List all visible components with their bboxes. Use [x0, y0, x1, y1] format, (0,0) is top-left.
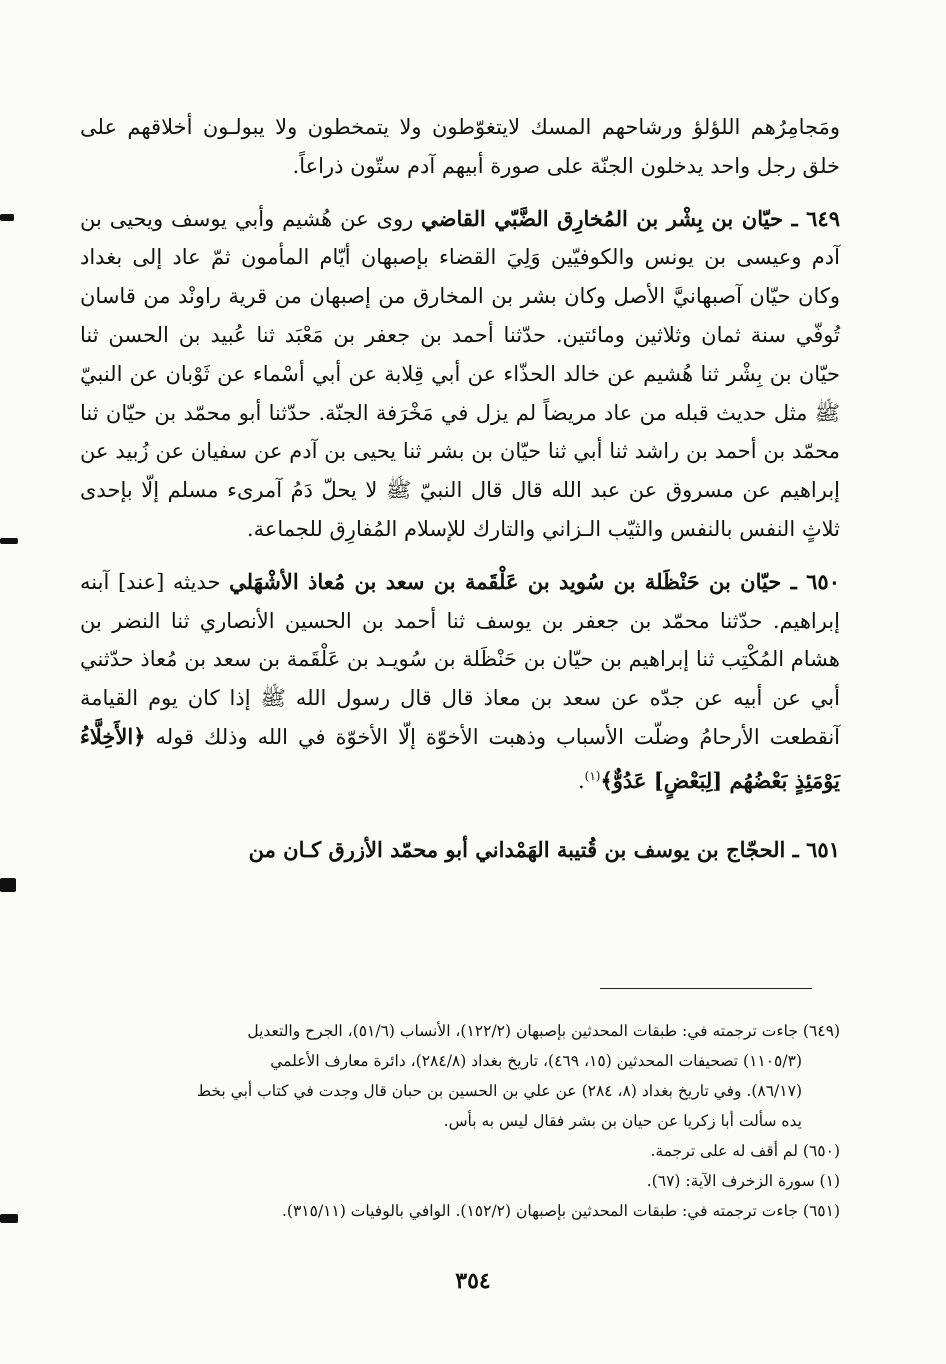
footnote-651: (٦٥١) جاءت ترجمته في: طبقات المحدثين بإصبهان (١٥٢/٢). الوافي بالوفيات (٣١٥/١١). — [281, 1202, 840, 1220]
quran-verse: ﴿الأَخِلَّاءُ يَوْمَئِذٍ بَعْضُهُم [لِبَعْضٍ] عَدُوٌّ﴾ — [80, 723, 840, 793]
margin-mark — [0, 538, 18, 544]
entry-649-heading: ٦٤٩ ـ حيّان بن بِشْر بن المُخارِق الضَّبّي القاضي — [421, 205, 840, 231]
paragraph-continuation: ومَجامِرُهم اللؤلؤ ورشاحهم المسك لايتغوّطون ولا يتمخطون ولا يبولـون أخلاقهم على خلق رجل واحد يدخلون الجنّة على صورة أبيهم آدم ستّون ذراعاً. — [80, 115, 840, 178]
entry-650-body: حديثه [عند] آبنه إبراهيم. حدّثنا محمّد بن جعفر بن يوسف ثنا أحمد بن الحسين الأنصاري ثنا النضر بن هشام المُكْتِب ثنا إبراهيم بن حيّان بن حَنْظَلة بن سُويـد بن عَلْقَمة بن سعد بن مُعاذ حدّثني أبي عن أبيه عن جدّه عن سعد بن معاذ قال قال رسول الله ﷺ إذا كان يوم القيامة آنقطعت الأرحامُ وضلّت الأسباب وذهبت الأخوّة إلّا الأخوّة في الله وذلك قوله — [80, 569, 840, 749]
footnote-649-line3: (٨٦/١٧). وفي تاريخ بغداد (٨، ٢٨٤) عن علي بن الحسين بن حبان قال وجدت في كتاب أبي بخط — [196, 1082, 802, 1100]
entry-651-heading: ٦٥١ ـ الحجّاج بن يوسف بن قُتيبة الهَمْداني أبو محمّد الأزرق كـان من — [248, 836, 840, 862]
entry-650 — [80, 563, 840, 801]
footnote-separator — [600, 988, 812, 989]
footnote-649 — [80, 1016, 840, 1136]
footnote-ref: (١) — [584, 768, 601, 783]
footnote-649-line4: يده سألت أبا زكريا عن حيان بن بشر فقال ليس به بأس. — [443, 1112, 802, 1130]
entry-649 — [80, 200, 840, 549]
margin-mark — [0, 878, 16, 892]
main-text — [80, 108, 840, 869]
entry-649-body: روى عن هُشيم وأبي يوسف ويحيى بن آدم وعيسى بن يونس والكوفيّين وَلِيَ القضاء بإصبهان أيّام المأمون ثمّ عاد إلى بغداد وكان حيّان آصبهانيَّ الأصل وكان بشر بن المخارق من إصبهان من قرية راونْد من قاسان تُوفّي سنة ثمان وثلاثين ومائتين. حدّثنا أحمد بن جعفر بن مَعْبَد ثنا عُبيد بن الحسن ثنا حيّان بن بِشْر ثنا هُشيم عن خالد الحذّاء عن أبي قِلابة عن أبي أسْماء عن ثَوْبان عن النبيّ ﷺ مثل حديث قبله من عاد مريضاً لم يزل في مَخْرَفة الجنّة. حدّثنا أبو محمّد بن حيّان ثنا محمّد بن أحمد بن راشد ثنا أبي ثنا حيّان بن بشر ثنا يحيى بن آدم عن سفيان عن زُبيد عن إبراهيم عن مسروق عن عبد الله قال قال النبيّ ﷺ لا يحلّ دَمُ آمرىء مسلم إلّا بإحدى ثلاثٍ النفس بالنفس والثيّب الـزاني والتارك للإسلام المُفارِق للجماعة. — [80, 206, 840, 541]
page-number: ٣٥٤ — [455, 1268, 491, 1294]
footnote-1: (١) سورة الزخرف الآية: (٦٧). — [646, 1172, 840, 1190]
footnote-649-line1: (٦٤٩) جاءت ترجمته في: طبقات المحدثين بإصبهان (١٢٢/٢)، الأنساب (٥١/٦)، الجرح والتعديل — [247, 1022, 840, 1040]
footnote-649-line2: (١١٠٥/٣) تصحيفات المحدثين (١٥، ٤٦٩)، تاريخ بغداد (٢٨٤/٨)، دائرة معارف الأعلمي — [270, 1052, 802, 1070]
entry-650-end: . — [577, 768, 585, 793]
margin-mark — [0, 214, 14, 221]
entry-650-heading: ٦٥٠ ـ حيّان بن حَنْظَلة بن سُويد بن عَلْقَمة بن سعد بن مُعاذ الأشْهَلي — [229, 568, 840, 594]
footnote-650: (٦٥٠) لم أقف له على ترجمة. — [650, 1142, 840, 1160]
footnotes — [80, 1016, 840, 1226]
margin-mark — [0, 1214, 18, 1223]
